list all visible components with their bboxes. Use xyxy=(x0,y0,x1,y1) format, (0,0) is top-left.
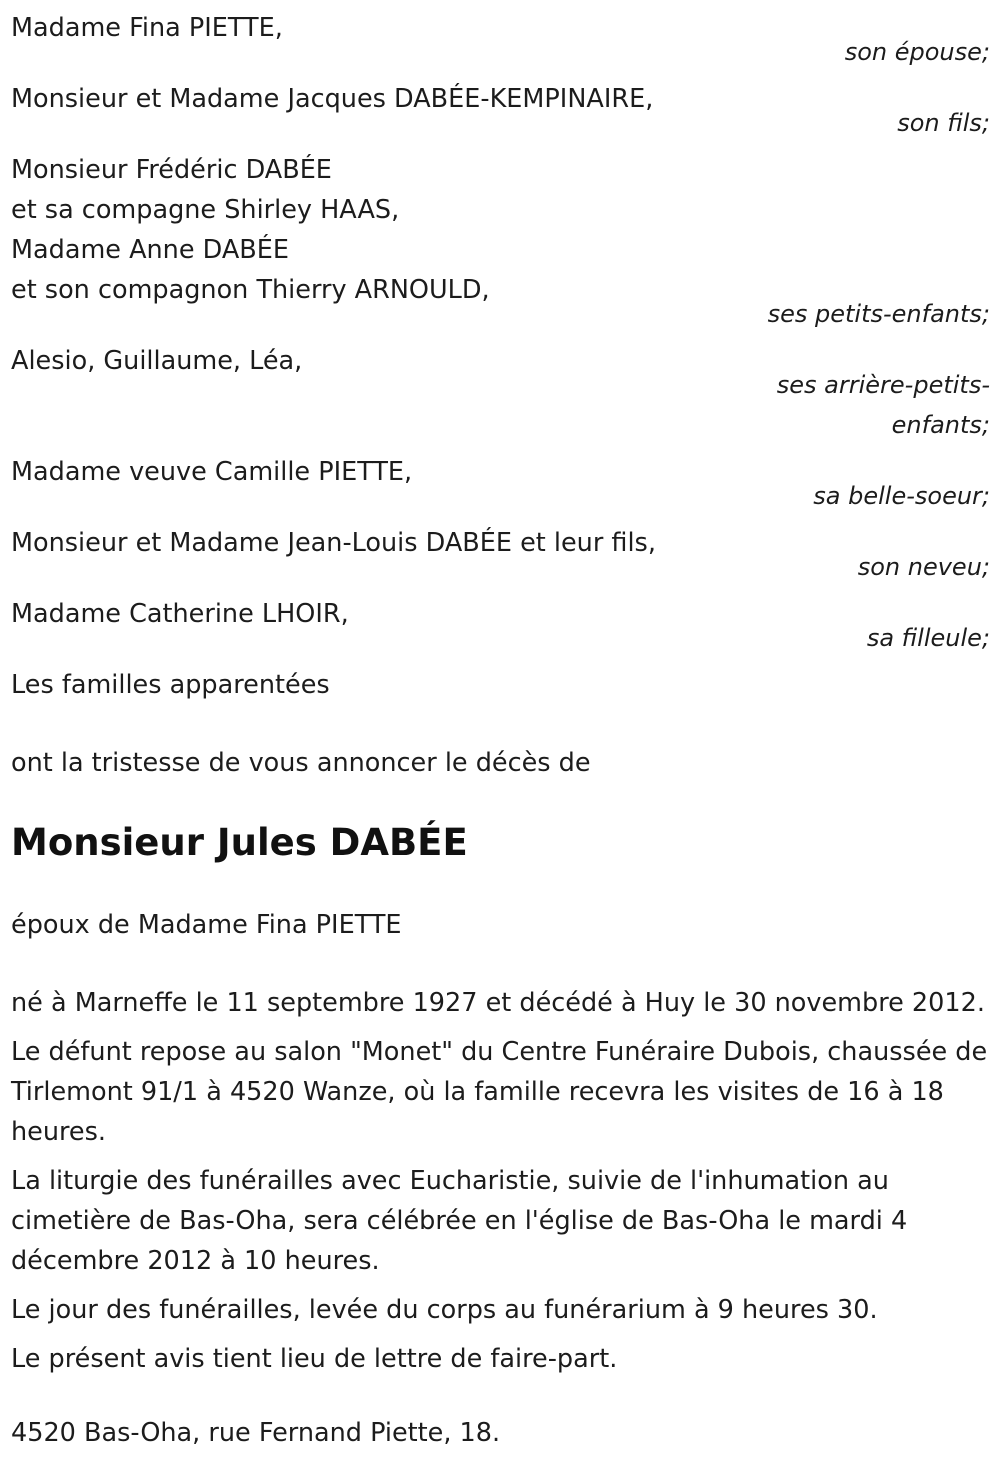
notice-paragraph: Le présent avis tient lieu de lettre de faire-part. xyxy=(11,1344,618,1374)
family-entry-nephew xyxy=(11,523,990,587)
family-entry-grandchildren xyxy=(11,150,990,334)
announcement-line: ont la tristesse de vous annoncer le décès de xyxy=(11,748,591,778)
entry-name-line: Monsieur Frédéric DABÉE xyxy=(11,155,332,185)
family-entry-goddaughter xyxy=(11,594,990,658)
address-line: 4520 Bas-Oha, rue Fernand Piette, 18. xyxy=(11,1418,501,1448)
entry-names xyxy=(11,150,990,310)
entry-relation: ses petits-enfants; xyxy=(767,300,990,328)
departure-paragraph: Le jour des funérailles, levée du corps au funérarium à 9 heures 30. xyxy=(11,1295,878,1325)
entry-name-line: et son compagnon Thierry ARNOULD, xyxy=(11,275,490,305)
entry-name-line: Madame Catherine LHOIR, xyxy=(11,599,349,629)
entry-relation: son épouse; xyxy=(844,38,990,66)
entry-name-line: et sa compagne Shirley HAAS, xyxy=(11,195,400,225)
entry-relation: son neveu; xyxy=(857,553,990,581)
viewing-paragraph: Le défunt repose au salon "Monet" du Centre Funéraire Dubois, chaussée de Tirlemont 91/1 à 4520 Wanze, où la famille recevra les visites de 16 à 18 heures. xyxy=(11,1037,988,1147)
spouse-line: époux de Madame Fina PIETTE xyxy=(11,910,402,940)
entry-relation: son fils; xyxy=(897,109,990,137)
liturgy-paragraph: La liturgie des funérailles avec Eucharistie, suivie de l'inhumation au cimetière de Bas-Oha, sera célébrée en l'église de Bas-Oha le mardi 4 décembre 2012 à 10 heures. xyxy=(11,1166,908,1276)
family-entry-son xyxy=(11,79,990,143)
entry-name-line: Monsieur et Madame Jean-Louis DABÉE et leur fils, xyxy=(11,528,656,558)
entry-relation: ses arrière-petits-enfants; xyxy=(776,371,990,439)
family-entry-great-grandchildren xyxy=(11,341,990,445)
entry-name-line: Madame veuve Camille PIETTE, xyxy=(11,457,413,487)
entry-name-line: Madame Anne DABÉE xyxy=(11,235,289,265)
entry-relation: sa filleule; xyxy=(866,624,990,652)
birth-death-paragraph: né à Marneffe le 11 septembre 1927 et décédé à Huy le 30 novembre 2012. xyxy=(11,988,985,1018)
family-entry-sister-in-law xyxy=(11,452,990,516)
entry-relation: sa belle-soeur; xyxy=(813,482,990,510)
deceased-name: Monsieur Jules DABÉE xyxy=(11,821,468,864)
family-entry-spouse xyxy=(11,8,990,72)
entry-name-line: Madame Fina PIETTE, xyxy=(11,13,283,43)
notice-paragraphs xyxy=(11,983,990,1379)
entry-name-line: Monsieur et Madame Jacques DABÉE-KEMPINAIRE, xyxy=(11,84,654,114)
families-line: Les familles apparentées xyxy=(11,670,330,700)
entry-name-line: Alesio, Guillaume, Léa, xyxy=(11,346,303,376)
